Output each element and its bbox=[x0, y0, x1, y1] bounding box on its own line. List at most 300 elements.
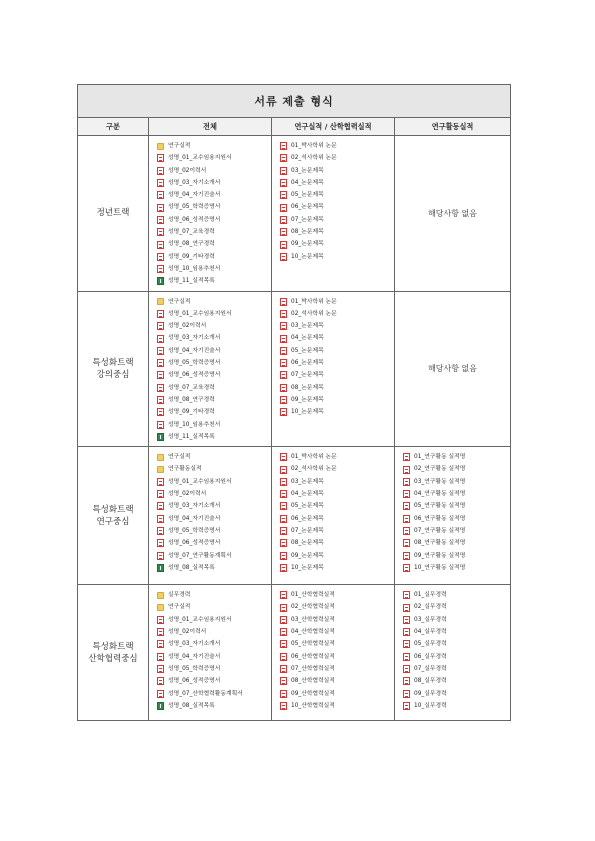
file-name: 08_논문제목 bbox=[291, 384, 324, 391]
file-item bbox=[280, 601, 390, 613]
pdf-file-icon bbox=[280, 616, 287, 624]
file-name: 성명_04_자기진술서 bbox=[168, 347, 221, 354]
research-files-cell bbox=[272, 585, 395, 721]
file-name: 성명_03_자기소개서 bbox=[168, 179, 221, 186]
file-name: 08_연구활동 실적명 bbox=[414, 540, 466, 547]
file-item bbox=[280, 451, 390, 463]
file-item bbox=[403, 488, 506, 500]
file-name: 07_산학협력실적 bbox=[291, 665, 335, 672]
pdf-file-icon bbox=[280, 552, 287, 560]
pdf-file-icon bbox=[280, 371, 287, 379]
file-name: 03_논문제목 bbox=[291, 323, 324, 330]
pdf-file-icon bbox=[280, 216, 287, 224]
not-applicable-cell bbox=[395, 136, 511, 292]
file-item bbox=[157, 513, 267, 525]
category-label: 연구중심 bbox=[96, 516, 130, 527]
pdf-file-icon bbox=[403, 690, 410, 698]
pdf-file-icon bbox=[280, 539, 287, 547]
file-item bbox=[157, 451, 267, 463]
file-name: 성명_07_교육경력 bbox=[168, 384, 215, 391]
pdf-file-icon bbox=[280, 191, 287, 199]
file-name: 08_논문제목 bbox=[291, 229, 324, 236]
table-row bbox=[78, 447, 511, 585]
file-item bbox=[280, 214, 390, 226]
file-name: 성명_03_자기소개서 bbox=[168, 641, 221, 648]
file-name: 05_산학협력실적 bbox=[291, 641, 335, 648]
file-name: 09_실무경력 bbox=[414, 690, 447, 697]
file-item bbox=[403, 476, 506, 488]
file-item bbox=[157, 700, 267, 712]
pdf-file-icon bbox=[280, 228, 287, 236]
activity-files-cell bbox=[395, 585, 511, 721]
file-item bbox=[280, 700, 390, 712]
file-name: 02_실무경력 bbox=[414, 604, 447, 611]
file-item bbox=[280, 550, 390, 562]
file-name: 03_논문제목 bbox=[291, 167, 324, 174]
file-name: 08_논문제목 bbox=[291, 540, 324, 547]
file-item bbox=[280, 296, 390, 308]
file-item bbox=[157, 369, 267, 381]
pdf-file-icon bbox=[157, 371, 164, 379]
file-name: 연구실적 bbox=[168, 454, 191, 461]
file-name: 10_산학협력실적 bbox=[291, 702, 335, 709]
file-item bbox=[157, 214, 267, 226]
excel-file-icon bbox=[157, 433, 164, 441]
pdf-file-icon bbox=[403, 552, 410, 560]
pdf-file-icon bbox=[280, 478, 287, 486]
file-name: 성명_02이력서 bbox=[168, 491, 207, 498]
file-name: 성명_06_성적증명서 bbox=[168, 216, 221, 223]
file-item bbox=[157, 525, 267, 537]
file-item bbox=[157, 500, 267, 512]
research-files-list bbox=[280, 140, 390, 263]
pdf-file-icon bbox=[157, 228, 164, 236]
file-item bbox=[280, 369, 390, 381]
pdf-file-icon bbox=[157, 490, 164, 498]
file-item bbox=[157, 663, 267, 675]
pdf-file-icon bbox=[403, 591, 410, 599]
pdf-file-icon bbox=[157, 253, 164, 261]
file-name: 06_논문제목 bbox=[291, 204, 324, 211]
file-item bbox=[280, 382, 390, 394]
pdf-file-icon bbox=[157, 515, 164, 523]
file-item bbox=[403, 626, 506, 638]
pdf-file-icon bbox=[403, 527, 410, 535]
pdf-file-icon bbox=[157, 653, 164, 661]
file-name: 03_산학협력실적 bbox=[291, 616, 335, 623]
file-item bbox=[280, 406, 390, 418]
file-name: 10_논문제목 bbox=[291, 253, 324, 260]
file-name: 10_논문제목 bbox=[291, 409, 324, 416]
pdf-file-icon bbox=[403, 616, 410, 624]
file-item bbox=[280, 614, 390, 626]
file-item bbox=[157, 251, 267, 263]
file-item bbox=[157, 476, 267, 488]
pdf-file-icon bbox=[403, 665, 410, 673]
file-item bbox=[280, 152, 390, 164]
pdf-file-icon bbox=[157, 527, 164, 535]
file-name: 성명_04_자기진술서 bbox=[168, 515, 221, 522]
pdf-file-icon bbox=[280, 502, 287, 510]
file-item bbox=[157, 320, 267, 332]
file-name: 연구실적 bbox=[168, 298, 191, 305]
file-name: 성명_01_교수임용지원서 bbox=[168, 155, 232, 162]
pdf-file-icon bbox=[280, 453, 287, 461]
file-item bbox=[280, 463, 390, 475]
file-item bbox=[157, 614, 267, 626]
file-name: 05_논문제목 bbox=[291, 503, 324, 510]
pdf-file-icon bbox=[157, 616, 164, 624]
file-name: 07_연구활동 실적명 bbox=[414, 527, 466, 534]
category-label: 강의중심 bbox=[96, 369, 130, 380]
file-name: 01_실무경력 bbox=[414, 592, 447, 599]
file-item bbox=[280, 226, 390, 238]
pdf-file-icon bbox=[157, 265, 164, 273]
file-name: 성명_05_학력증명서 bbox=[168, 665, 221, 672]
file-item bbox=[280, 177, 390, 189]
pdf-file-icon bbox=[403, 490, 410, 498]
not-applicable-text: 해당사항 없음 bbox=[428, 208, 477, 218]
category-cell bbox=[78, 585, 149, 721]
pdf-file-icon bbox=[280, 335, 287, 343]
research-files-list bbox=[280, 589, 390, 712]
file-name: 성명_08_실적목록 bbox=[168, 564, 215, 571]
pdf-file-icon bbox=[157, 359, 164, 367]
pdf-file-icon bbox=[280, 154, 287, 162]
file-name: 연구실적 bbox=[168, 143, 191, 149]
file-item bbox=[157, 165, 267, 177]
pdf-file-icon bbox=[157, 478, 164, 486]
file-name: 성명_10_임용추천서 bbox=[168, 265, 221, 272]
file-name: 10_논문제목 bbox=[291, 564, 324, 571]
pdf-file-icon bbox=[403, 677, 410, 685]
file-name: 성명_01_교수임용지원서 bbox=[168, 616, 232, 623]
pdf-file-icon bbox=[280, 167, 287, 175]
file-name: 02_연구활동 실적명 bbox=[414, 466, 466, 473]
activity-files-cell bbox=[395, 447, 511, 585]
file-item bbox=[280, 562, 390, 574]
file-name: 성명_01_교수임용지원서 bbox=[168, 478, 232, 485]
file-name: 실무경력 bbox=[168, 592, 191, 599]
file-item bbox=[403, 601, 506, 613]
file-name: 09_연구활동 실적명 bbox=[414, 552, 466, 559]
pdf-file-icon bbox=[403, 702, 410, 710]
pdf-file-icon bbox=[157, 628, 164, 636]
excel-file-icon bbox=[157, 702, 164, 710]
file-item bbox=[280, 165, 390, 177]
pdf-file-icon bbox=[280, 604, 287, 612]
file-item bbox=[157, 332, 267, 344]
file-item bbox=[157, 537, 267, 549]
file-item bbox=[280, 394, 390, 406]
file-item bbox=[280, 476, 390, 488]
file-item bbox=[157, 275, 267, 287]
file-item bbox=[157, 488, 267, 500]
all-files-list bbox=[157, 296, 267, 444]
file-item bbox=[280, 320, 390, 332]
pdf-file-icon bbox=[157, 677, 164, 685]
file-name: 연구활동실적 bbox=[168, 466, 202, 473]
pdf-file-icon bbox=[280, 665, 287, 673]
file-item bbox=[157, 357, 267, 369]
table-title: 서류 제출 형식 bbox=[78, 85, 511, 118]
pdf-file-icon bbox=[280, 408, 287, 416]
file-item bbox=[157, 177, 267, 189]
file-item bbox=[280, 525, 390, 537]
research-files-cell bbox=[272, 291, 395, 447]
file-item bbox=[403, 700, 506, 712]
file-item bbox=[157, 189, 267, 201]
pdf-file-icon bbox=[157, 539, 164, 547]
file-name: 성명_08_연구경력 bbox=[168, 396, 215, 403]
pdf-file-icon bbox=[403, 515, 410, 523]
folder-icon bbox=[157, 466, 164, 473]
file-item bbox=[157, 651, 267, 663]
pdf-file-icon bbox=[157, 421, 164, 429]
file-item bbox=[157, 463, 267, 475]
file-item bbox=[280, 238, 390, 250]
all-files-cell bbox=[149, 291, 272, 447]
file-item bbox=[157, 550, 267, 562]
file-name: 09_논문제목 bbox=[291, 241, 324, 248]
file-item bbox=[280, 332, 390, 344]
pdf-file-icon bbox=[157, 322, 164, 330]
file-item bbox=[280, 308, 390, 320]
file-name: 성명_02이력서 bbox=[168, 167, 207, 174]
pdf-file-icon bbox=[157, 640, 164, 648]
file-item bbox=[280, 488, 390, 500]
file-item bbox=[403, 675, 506, 687]
pdf-file-icon bbox=[403, 478, 410, 486]
file-name: 05_연구활동 실적명 bbox=[414, 503, 466, 510]
file-name: 06_논문제목 bbox=[291, 360, 324, 367]
file-item bbox=[157, 263, 267, 275]
file-name: 04_산학협력실적 bbox=[291, 629, 335, 636]
pdf-file-icon bbox=[280, 241, 287, 249]
pdf-file-icon bbox=[403, 453, 410, 461]
pdf-file-icon bbox=[403, 466, 410, 474]
activity-files-list bbox=[403, 589, 506, 712]
file-item bbox=[280, 626, 390, 638]
file-name: 04_논문제목 bbox=[291, 179, 324, 186]
file-name: 02_산학협력실적 bbox=[291, 604, 335, 611]
research-files-cell bbox=[272, 136, 395, 292]
file-name: 01_박사학위 논문 bbox=[291, 454, 337, 461]
file-name: 연구실적 bbox=[168, 604, 191, 611]
file-name: 08_실무경력 bbox=[414, 678, 447, 685]
file-name: 성명_09_기타경력 bbox=[168, 253, 215, 260]
file-item bbox=[157, 638, 267, 650]
file-item bbox=[157, 406, 267, 418]
pdf-file-icon bbox=[280, 384, 287, 392]
pdf-file-icon bbox=[157, 216, 164, 224]
table-row bbox=[78, 585, 511, 721]
all-files-list bbox=[157, 589, 267, 712]
file-name: 성명_04_자기진술서 bbox=[168, 192, 221, 199]
category-cell bbox=[78, 291, 149, 447]
file-item bbox=[280, 537, 390, 549]
file-name: 성명_07_연구활동계획서 bbox=[168, 552, 232, 559]
file-item bbox=[157, 345, 267, 357]
pdf-file-icon bbox=[157, 690, 164, 698]
file-name: 성명_08_연구경력 bbox=[168, 241, 215, 248]
pdf-file-icon bbox=[280, 298, 287, 306]
pdf-file-icon bbox=[280, 310, 287, 318]
header-activity: 연구활동실적 bbox=[395, 118, 511, 136]
file-name: 07_논문제목 bbox=[291, 527, 324, 534]
file-name: 03_실무경력 bbox=[414, 616, 447, 623]
file-item bbox=[157, 152, 267, 164]
file-item bbox=[157, 688, 267, 700]
file-name: 성명_05_학력증명서 bbox=[168, 204, 221, 211]
file-item bbox=[403, 537, 506, 549]
file-name: 04_논문제목 bbox=[291, 335, 324, 342]
file-name: 06_산학협력실적 bbox=[291, 653, 335, 660]
pdf-file-icon bbox=[157, 335, 164, 343]
file-item bbox=[280, 357, 390, 369]
file-item bbox=[280, 345, 390, 357]
file-item bbox=[280, 500, 390, 512]
pdf-file-icon bbox=[157, 384, 164, 392]
pdf-file-icon bbox=[403, 539, 410, 547]
category-label: 산학협력중심 bbox=[88, 653, 138, 664]
file-name: 07_논문제목 bbox=[291, 372, 324, 379]
header-category: 구분 bbox=[78, 118, 149, 136]
file-item bbox=[280, 688, 390, 700]
activity-files-list bbox=[403, 451, 506, 574]
file-name: 07_논문제목 bbox=[291, 216, 324, 223]
pdf-file-icon bbox=[280, 564, 287, 572]
file-name: 10_연구활동 실적명 bbox=[414, 564, 466, 571]
pdf-file-icon bbox=[403, 640, 410, 648]
file-item bbox=[157, 382, 267, 394]
file-item bbox=[157, 140, 267, 152]
file-name: 04_논문제목 bbox=[291, 491, 324, 498]
file-item bbox=[157, 419, 267, 431]
pdf-file-icon bbox=[280, 396, 287, 404]
file-name: 08_산학협력실적 bbox=[291, 678, 335, 685]
file-item bbox=[280, 251, 390, 263]
file-item bbox=[403, 663, 506, 675]
pdf-file-icon bbox=[280, 253, 287, 261]
pdf-file-icon bbox=[280, 653, 287, 661]
folder-icon bbox=[157, 604, 164, 611]
pdf-file-icon bbox=[280, 515, 287, 523]
folder-icon bbox=[157, 454, 164, 461]
research-files-list bbox=[280, 451, 390, 574]
file-name: 09_논문제목 bbox=[291, 552, 324, 559]
pdf-file-icon bbox=[280, 591, 287, 599]
pdf-file-icon bbox=[157, 665, 164, 673]
category-cell bbox=[78, 447, 149, 585]
folder-icon bbox=[157, 143, 164, 150]
file-name: 05_논문제목 bbox=[291, 192, 324, 199]
pdf-file-icon bbox=[280, 466, 287, 474]
file-item bbox=[157, 394, 267, 406]
pdf-file-icon bbox=[403, 604, 410, 612]
file-name: 성명_09_기타경력 bbox=[168, 409, 215, 416]
file-item bbox=[403, 451, 506, 463]
not-applicable-cell bbox=[395, 291, 511, 447]
file-item bbox=[157, 562, 267, 574]
all-files-cell bbox=[149, 136, 272, 292]
file-name: 07_실무경력 bbox=[414, 665, 447, 672]
pdf-file-icon bbox=[280, 527, 287, 535]
file-item bbox=[157, 589, 267, 601]
pdf-file-icon bbox=[403, 502, 410, 510]
file-name: 성명_11_실적목록 bbox=[168, 278, 215, 285]
pdf-file-icon bbox=[280, 490, 287, 498]
file-item bbox=[157, 431, 267, 443]
pdf-file-icon bbox=[157, 310, 164, 318]
pdf-file-icon bbox=[280, 628, 287, 636]
pdf-file-icon bbox=[157, 502, 164, 510]
header-row bbox=[78, 118, 511, 136]
file-item bbox=[280, 201, 390, 213]
file-item bbox=[403, 550, 506, 562]
file-item bbox=[403, 651, 506, 663]
file-item bbox=[280, 675, 390, 687]
file-name: 02_석사학위 논문 bbox=[291, 310, 337, 317]
file-item bbox=[403, 589, 506, 601]
pdf-file-icon bbox=[403, 564, 410, 572]
file-name: 01_산학협력실적 bbox=[291, 592, 335, 599]
file-name: 성명_05_학력증명서 bbox=[168, 527, 221, 534]
category-label: 특성화트랙 bbox=[92, 641, 134, 652]
file-name: 01_박사학위 논문 bbox=[291, 143, 337, 149]
file-item bbox=[157, 226, 267, 238]
pdf-file-icon bbox=[280, 677, 287, 685]
file-item bbox=[403, 513, 506, 525]
file-name: 성명_11_실적목록 bbox=[168, 433, 215, 440]
all-files-list bbox=[157, 140, 267, 288]
file-name: 06_연구활동 실적명 bbox=[414, 515, 466, 522]
file-name: 성명_02이력서 bbox=[168, 629, 207, 636]
file-name: 01_연구활동 실적명 bbox=[414, 454, 466, 461]
file-item bbox=[280, 513, 390, 525]
file-name: 06_실무경력 bbox=[414, 653, 447, 660]
file-item bbox=[403, 688, 506, 700]
file-item bbox=[403, 638, 506, 650]
header-all: 전체 bbox=[149, 118, 272, 136]
file-name: 05_실무경력 bbox=[414, 641, 447, 648]
pdf-file-icon bbox=[403, 653, 410, 661]
pdf-file-icon bbox=[280, 322, 287, 330]
file-item bbox=[157, 675, 267, 687]
all-files-cell bbox=[149, 585, 272, 721]
file-name: 성명_06_성적증명서 bbox=[168, 540, 221, 547]
file-name: 성명_05_학력증명서 bbox=[168, 360, 221, 367]
excel-file-icon bbox=[157, 277, 164, 285]
file-name: 성명_06_성적증명서 bbox=[168, 678, 221, 685]
file-name: 성명_02이력서 bbox=[168, 323, 207, 330]
file-name: 04_연구활동 실적명 bbox=[414, 491, 466, 498]
file-name: 성명_03_자기소개서 bbox=[168, 335, 221, 342]
not-applicable-text: 해당사항 없음 bbox=[428, 364, 477, 374]
file-name: 성명_03_자기소개서 bbox=[168, 503, 221, 510]
pdf-file-icon bbox=[157, 179, 164, 187]
file-name: 03_연구활동 실적명 bbox=[414, 478, 466, 485]
file-name: 성명_10_임용추천서 bbox=[168, 421, 221, 428]
file-name: 04_실무경력 bbox=[414, 629, 447, 636]
category-label: 특성화트랙 bbox=[92, 504, 134, 515]
excel-file-icon bbox=[157, 564, 164, 572]
research-files-cell bbox=[272, 447, 395, 585]
folder-icon bbox=[157, 298, 164, 305]
file-item bbox=[157, 601, 267, 613]
pdf-file-icon bbox=[280, 347, 287, 355]
pdf-file-icon bbox=[157, 408, 164, 416]
